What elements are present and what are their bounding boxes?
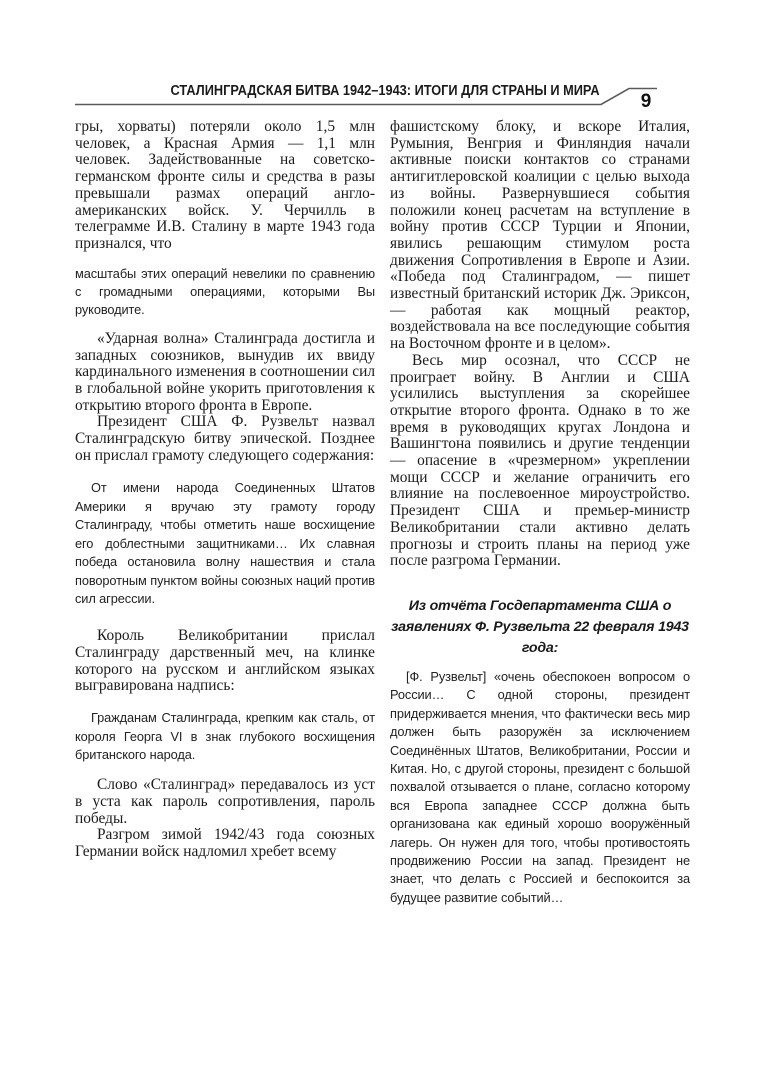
paragraph-losses: гры, хорваты) потеряли около 1,5 млн человек, а Красная Армия — 1,1 млн человек. Задействованные на советско-германском фронте силы и средства в разы превышали размах операций англо-американских войск. У. Черчилль в телеграмме И.В. Сталину в марте 1943 года признался, что [75,118,375,252]
paragraph-fascist-bloc: фашистскому блоку, и вскоре Италия, Румыния, Венгрия и Финляндия начали активные поиски контактов со странами антигитлеровской коалиции с целью выхода из войны. Развернувшиеся события положили конец расчетам на вступление в войну против СССР Турции и Японии, явились решающим стимулом роста движения Сопротивления в Европе и Азии. «Победа под Сталинградом, — пишет известный британский историк Дж. Эриксон, — работая как мощный реактор, воздействовала на все последующие события на Восточном фронте и в целом». [390,118,690,353]
page-number: 9 [640,91,652,112]
header-rule [75,84,657,108]
paragraph-world-realized: Весь мир осознал, что СССР не проиграет войну. В Англии и США усилились выступления за скорейшее открытие второго фронта. Однако в то же время в руководящих кругах Лондона и Вашингтона появились и другие тенденции — опасение в «чрезмерном» укреплении мощи СССР и желание ограничить его влияние на послевоенное мироустройство. Президент США и премьер-министр Великобритании стали активно делать прогнозы и строить планы на период уже после разгрома Германии. [390,351,690,570]
paragraph-shockwave: «Ударная волна» Сталинграда достигла и западных союзников, вынудив их ввиду кардинального изменения в соотношении сил в глобальной войне укорить приготовления к открытию второго фронта в Европе. [75,329,375,414]
left-column [75,119,375,861]
right-column [390,119,690,907]
running-head-title: СТАЛИНГРАДСКАЯ БИТВА 1942–1943: ИТОГИ ДЛЯ СТРАНЫ И МИРА [170,83,600,99]
paragraph-roosevelt-epic: Президент США Ф. Рузвельт назвал Сталинградскую битву эпической. Позднее он прислал грамоту следующего содержания: [75,413,375,464]
quote-sword-inscription: Гражданам Сталинграда, крепким как сталь, от короля Георга VI в знак глубокого восхищения британского народа. [75,710,375,762]
quote-us-charter: От имени народа Соединенных Штатов Америки я вручаю эту грамоту городу Сталинграду, чтобы отметить наше восхищение его доблестными защитниками… Их славная победа остановила волну нашествия и стала поворотным пунктом войны союзных наций против сил агрессии. [75,480,375,606]
paragraph-word-stalingrad: Слово «Сталинград» передавалось из уст в уста как пароль сопротивления, пароль победы. [75,776,375,827]
quote-state-department-report: [Ф. Рузвельт] «очень обеспокоен вопросом о России… С одной стороны, президент придерживается мнения, что фактически весь мир должен быть разоружён за исключением Соединённых Штатов, Великобритании, России и Китая. Но, с другой стороны, президент с большой похвалой отзывается о плане, согласно которому вся Европа западнее СССР должна быть организована как единый хорошо вооружённый лагерь. Он нужен для того, чтобы противостоять продвижению России на запад. Президент не знает, что делать с Россией и беспокоится за будущее развитие событий… [390,668,690,905]
paragraph-defeat-winter: Разгром зимой 1942/43 года союзных Германии войск надломил хребет всему [75,826,375,861]
quote-churchill-telegram: масштабы этих операций невелики по сравнению с громадными операциями, которыми Вы руководите. [75,265,375,318]
paragraph-king-sword: Король Великобритании прислал Сталинграду дарственный меч, на клинке которого на русском и английском языках выгравирована надпись: [75,627,375,695]
report-source-heading: Из отчёта Госдепартамента США о заявлениях Ф. Рузвельта 22 февраля 1943 года: [391,597,689,656]
